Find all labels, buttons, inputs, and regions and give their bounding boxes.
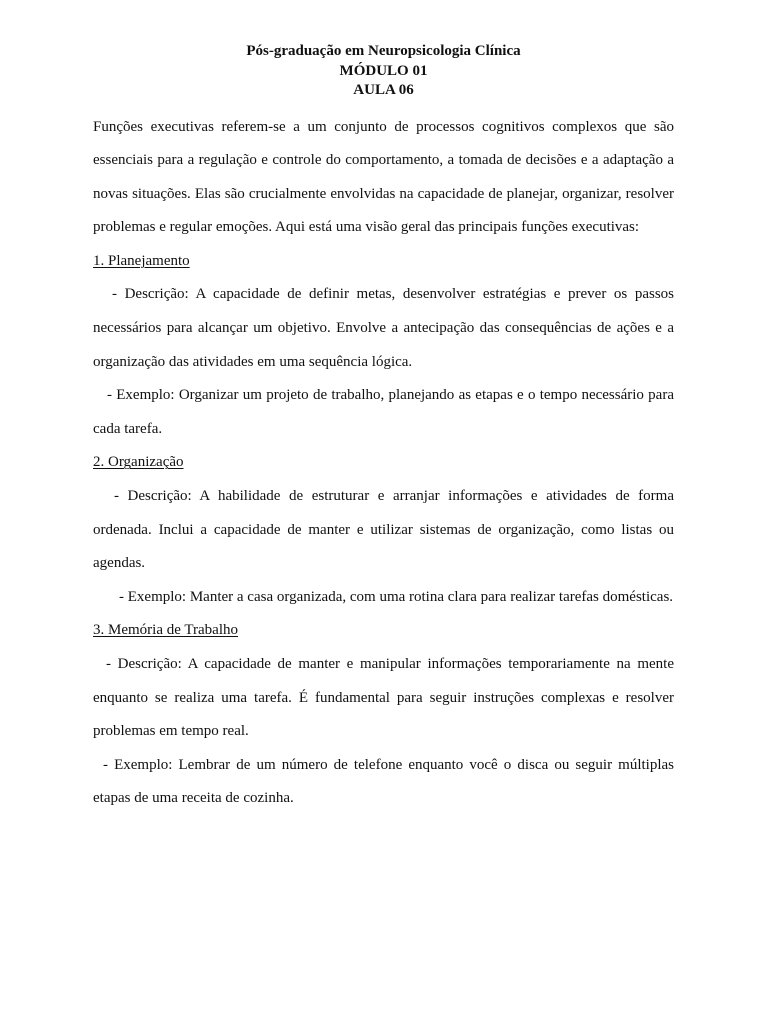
document-header — [93, 42, 674, 101]
section-heading-memoria-de-trabalho: 3. Memória de Trabalho — [93, 622, 238, 639]
section-exemplo-memoria-de-trabalho: - Exemplo: Lembrar de um número de telefone enquanto você o disca ou seguir múltiplas etapas de uma receita de cozinha. — [93, 756, 674, 807]
lesson-label: AULA 06 — [353, 82, 414, 98]
section-heading-organizacao: 2. Organização — [93, 454, 184, 471]
section-exemplo-planejamento: - Exemplo: Organizar um projeto de trabalho, planejando as etapas e o tempo necessário para cada tarefa. — [93, 387, 674, 437]
section-exemplo-organizacao: - Exemplo: Manter a casa organizada, com uma rotina clara para realizar tarefas domésticas. — [119, 588, 674, 605]
section-descricao-memoria-de-trabalho: - Descrição: A capacidade de manter e manipular informações temporariamente na mente enquanto se realiza uma tarefa. É fundamental para seguir instruções complexas e resolver problemas em tempo real. — [93, 656, 674, 740]
course-title: Pós-graduação em Neuropsicologia Clínica — [246, 43, 521, 59]
module-label: MÓDULO 01 — [339, 62, 428, 79]
document-body — [93, 111, 674, 816]
section-heading-planejamento: 1. Planejamento — [93, 252, 190, 269]
section-descricao-organizacao: - Descrição: A habilidade de estruturar e arranjar informações e atividades de forma ordenada. Inclui a capacidade de manter e utilizar sistemas de organização, como listas ou agendas. — [93, 488, 674, 572]
intro-paragraph: Funções executivas referem-se a um conjunto de processos cognitivos complexos que são essenciais para a regulação e controle do comportamento, a tomada de decisões e a adaptação a novas situações. Elas são crucialmente envolvidas na capacidade de planejar, organizar, resolver problemas e regular emoções. Aqui está uma visão geral das principais funções executivas: — [93, 118, 674, 236]
section-descricao-planejamento: - Descrição: A capacidade de definir metas, desenvolver estratégias e prever os passos necessários para alcançar um objetivo. Envolve a antecipação das consequências de ações e a organização das atividades em uma sequência lógica. — [93, 286, 674, 370]
